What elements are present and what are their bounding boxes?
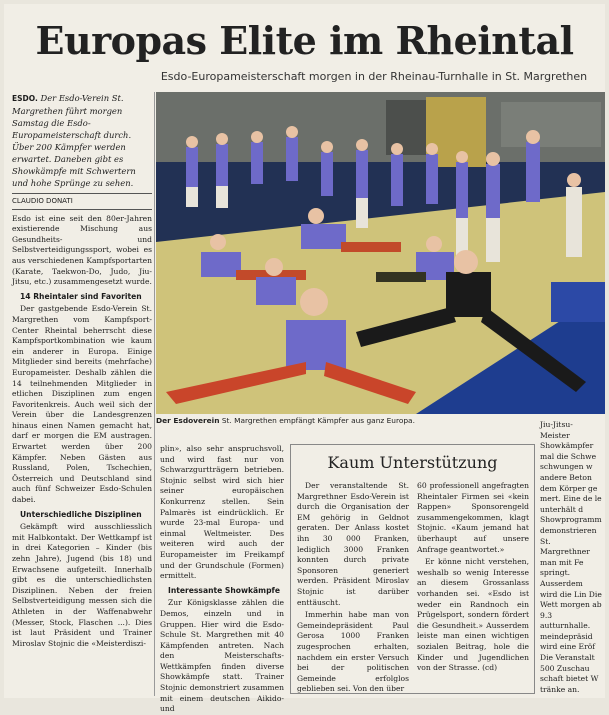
karate-group-photo [156,92,605,414]
lead-paragraph [12,92,152,189]
section-heading: 14 Rheintaler sind Favoriten [20,291,142,301]
lead-text: Der Esdo-Verein St. Margrethen führt morgen Samstag die Esdo-Europameisterschaft durch. Über 200 Kämpfer werden erwartet. Daneben gibt es Showkämpfe mit Schwertern und hohe Sprünge zu sehen. [12,93,136,188]
photo-caption [156,416,605,425]
box-paragraph: Er könne nicht verstehen, weshalb so wenig Interesse an diesem Grossanlass vorhanden sei. «Esdo ist weder ein Randnoch ein Prügelsport, sondern fördert die Gesundheit.» Ausserdem leiste man einen wichtigen sozialen Beitrag, hole die Kinder und Jugendlichen von der Strasse. (cd) [417,557,529,673]
body-paragraph: Der gastgebende Esdo-Verein St. Margrethen vom Kampfsport-Center Rheintal beherrscht diese Kampfsportkombination wie kaum ein anderer in Europa. Einige Mitglieder sind bereits (mehrfache) Europameister. Deshalb zählen die 14 teilnehmenden Mitglieder in etlichen Disziplinen zum engen Favoritenkreis. Auch weil sich der Verein über die Landesgrenzen hinaus einen Namen gemacht hat, darf er morgen die EM austragen. Erwartet werden über 200 Kämpfer. Neben Gästen aus Russland, Polen, Tschechien, Österreich und Deutschland sind auch fünf Schweizer Esdo-Schulen dabei. [12,304,152,505]
headline: Europas Elite im Rheintal [35,18,574,63]
box-paragraph: 60 professionell angefragten Rheintaler Firmen sei «kein Rappen» Sponsorengeld zusammengekommen, klagt Stojnic. «Kaum jemand hat überhaupt auf unsere Anfrage geantwortet.» [417,481,529,554]
photo-illustration [156,92,605,414]
box-column-2 [417,481,529,691]
box-paragraph: Immerhin habe man von Gemeindepräsident Paul Gerosa 1000 Franken zugesprochen erhalten, nachdem ein erster Versuch bei der politischen Gemeinde erfolglos geblieben sei. Von den über [297,610,409,694]
column-5 [540,420,602,696]
sidebar-box [290,444,535,694]
body-paragraph: Esdo ist eine seit den 80er-Jahren existierende Mischung aus Gesundheits- und Selbstverteidigungssport, wobei es aus verschiedenen Kampfsportarten (Karate, Taekwon-Do, Judo, Jiu-Jitsu, etc.) zusammengesetzt wurde. [12,213,152,287]
box-paragraph: Der veranstaltende St. Margrethner Esdo-Verein ist durch die Organisation der EM gehörig in Geldnot geraten. Der Anlass kostet ihn 30 000 Franken, lediglich 3000 Franken konnten durch private Sponsoren generiert werden. Präsident Miroslav Stojnic ist darüber enttäuscht. [297,481,409,607]
column-2 [160,444,284,714]
box-column-1 [297,481,409,694]
body-paragraph: Gekämpft wird ausschliesslich mit Halbkontakt. Der Wettkampf ist in drei Kategorien – Kinder (bis zehn Jahre), Jugend (bis 18) und Erwachsene aufgeteilt. Innerhalb gibt es die unterschiedlichsten Disziplinen. Neben der freien Selbstverteidigung messen sich die Athleten in der Waffenabwehr (Messer, Stock, Flaschen ...). Dies ist laut Präsident und Trainer Miroslav Stojnic die «Meisterdiszi- [12,522,152,648]
section-heading: Interessante Showkämpfe [168,585,280,595]
column-1 [12,92,152,696]
column-rule [154,92,155,696]
body-paragraph: plin», also sehr anspruchsvoll, und wird fast nur von Schwarzgurtträgern betrieben. Stojnic selbst wird sich hier seiner europäischen Konkurrenz stellen. Sein Palmarès ist eindrücklich. Er wurde 23-mal Europa- und einmal Weltmeister. Des weiteren wird auch der Europameister im Freikampf und der Grundschule (Formen) ermittelt. [160,444,284,581]
author-byline: CLAUDIO DONATI [12,193,152,210]
caption-bold: Der Esdoverein [156,416,220,425]
box-title: Kaum Unterstützung [327,453,498,472]
lead-tag: ESDO. [12,94,38,103]
section-heading: Unterschiedliche Disziplinen [20,509,142,519]
newspaper-page [4,4,605,714]
body-paragraph: Jiu-Jitsu-Meister Showkämpfer mal die Schwe schwungen w andere Beton dem Körper ge mert. Eine de le unterhält d Showprogramm demonstrieren St. Margrethner man mit Fe springt. Ausserdem wird die Lin Die Wett morgen ab 9.3 autturnhalle. meindepräsid wird eine Eröf Die Veranstalt 500 Zuschau schaft bietet W tränke an. [540,420,602,694]
body-paragraph: Zur Königsklasse zählen die Demos, einzeln und in Gruppen. Hier wird die Esdo-Schule St. Margrethen mit 40 Kämpfenden antreten. Nach den Meisterschafts-Wettkämpfen finden diverse Showkämpfe statt. Trainer Stojnic demonstriert zusammen mit einem deutschen Aikido- und [160,598,284,714]
subheadline: Esdo-Europameisterschaft morgen in der Rheinau-Turnhalle in St. Margrethen [160,70,588,83]
caption-text: St. Margrethen empfängt Kämpfer aus ganz Europa. [221,416,415,425]
